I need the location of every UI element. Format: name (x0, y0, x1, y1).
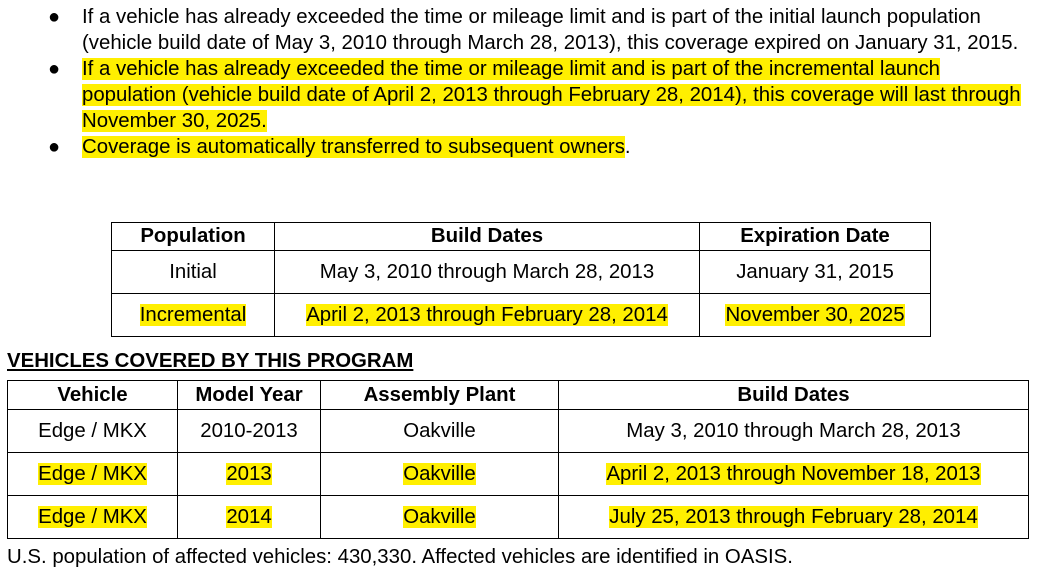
cell-text: Initial (169, 260, 217, 283)
build-dates-cell (559, 453, 1029, 496)
table-row (8, 410, 1029, 453)
table-row-highlighted (112, 294, 931, 337)
cell-text-highlighted: 2013 (226, 462, 272, 485)
bullet-text-highlighted: Coverage is automatically transferred to subsequent owners (82, 136, 625, 158)
cell-text: May 3, 2010 through March 28, 2013 (626, 419, 961, 442)
cell-text: January 31, 2015 (736, 260, 894, 283)
assembly-plant-cell (321, 453, 559, 496)
cell-text: 2010-2013 (200, 419, 298, 442)
cell-text-highlighted: Edge / MKX (38, 462, 147, 485)
table-row (112, 251, 931, 294)
vehicles-table (7, 380, 1029, 539)
assembly-plant-cell (321, 496, 559, 539)
population-cell (112, 294, 275, 337)
bullet-text: If a vehicle has already exceeded the time or mileage limit and is part of the initial launch population (vehicle build date of May 3, 2010 through March 28, 2013), this coverage expired on January 31, 2015. (82, 6, 1019, 54)
cell-text: Edge / MKX (38, 419, 147, 442)
column-header-build-dates: Build Dates (559, 381, 1029, 410)
column-header-population: Population (112, 223, 275, 251)
bullet-dot: ● (48, 58, 61, 80)
bullet-dot: ● (48, 136, 61, 158)
build-dates-cell (559, 410, 1029, 453)
table-header-row (112, 223, 931, 251)
affected-population-note: U.S. population of affected vehicles: 430,330. Affected vehicles are identified in OASIS. (7, 546, 793, 568)
bullet-dot: ● (48, 6, 61, 28)
cell-text-highlighted: Edge / MKX (38, 505, 147, 528)
cell-text: May 3, 2010 through March 28, 2013 (319, 260, 655, 283)
cell-text: Oakville (403, 419, 476, 442)
section-heading-vehicles-covered: VEHICLES COVERED BY THIS PROGRAM (7, 350, 414, 372)
expiration-cell (700, 294, 931, 337)
cell-text-highlighted: April 2, 2013 through February 28, 2014 (306, 303, 668, 326)
model-year-cell (178, 496, 321, 539)
cell-text-highlighted: November 30, 2025 (725, 303, 905, 326)
table-row-highlighted (8, 453, 1029, 496)
build-dates-cell (275, 294, 700, 337)
vehicle-cell (8, 453, 178, 496)
bullet-text-highlighted: If a vehicle has already exceeded the time or mileage limit and is part of the incremental launch population (vehicle build date of April 2, 2013 through February 28, 2014), this coverage will last through November 30, 2025. (82, 58, 1021, 132)
build-dates-cell (559, 496, 1029, 539)
cell-text-highlighted: July 25, 2013 through February 28, 2014 (609, 505, 978, 528)
cell-text-highlighted: Oakville (403, 462, 476, 485)
cell-text-highlighted: Oakville (403, 505, 476, 528)
model-year-cell (178, 410, 321, 453)
column-header-expiration-date: Expiration Date (700, 223, 931, 251)
population-cell (112, 251, 275, 294)
expiration-cell (700, 251, 931, 294)
bullet-coverage-transfer (44, 134, 1029, 160)
cell-text-highlighted: 2014 (226, 505, 272, 528)
column-header-assembly-plant: Assembly Plant (321, 381, 559, 410)
vehicle-cell (8, 410, 178, 453)
build-dates-cell (275, 251, 700, 294)
column-header-build-dates: Build Dates (275, 223, 700, 251)
model-year-cell (178, 453, 321, 496)
cell-text-highlighted: Incremental (139, 303, 247, 326)
column-header-vehicle: Vehicle (8, 381, 178, 410)
coverage-bullet-list (44, 4, 1029, 160)
bullet-initial-population (44, 4, 1029, 56)
bullet-text-tail: . (624, 136, 631, 158)
table-header-row (8, 381, 1029, 410)
table-row-highlighted (8, 496, 1029, 539)
bullet-incremental-population (44, 56, 1029, 134)
cell-text-highlighted: April 2, 2013 through November 18, 2013 (606, 462, 981, 485)
population-table (111, 222, 931, 337)
assembly-plant-cell (321, 410, 559, 453)
vehicle-cell (8, 496, 178, 539)
column-header-model-year: Model Year (178, 381, 321, 410)
